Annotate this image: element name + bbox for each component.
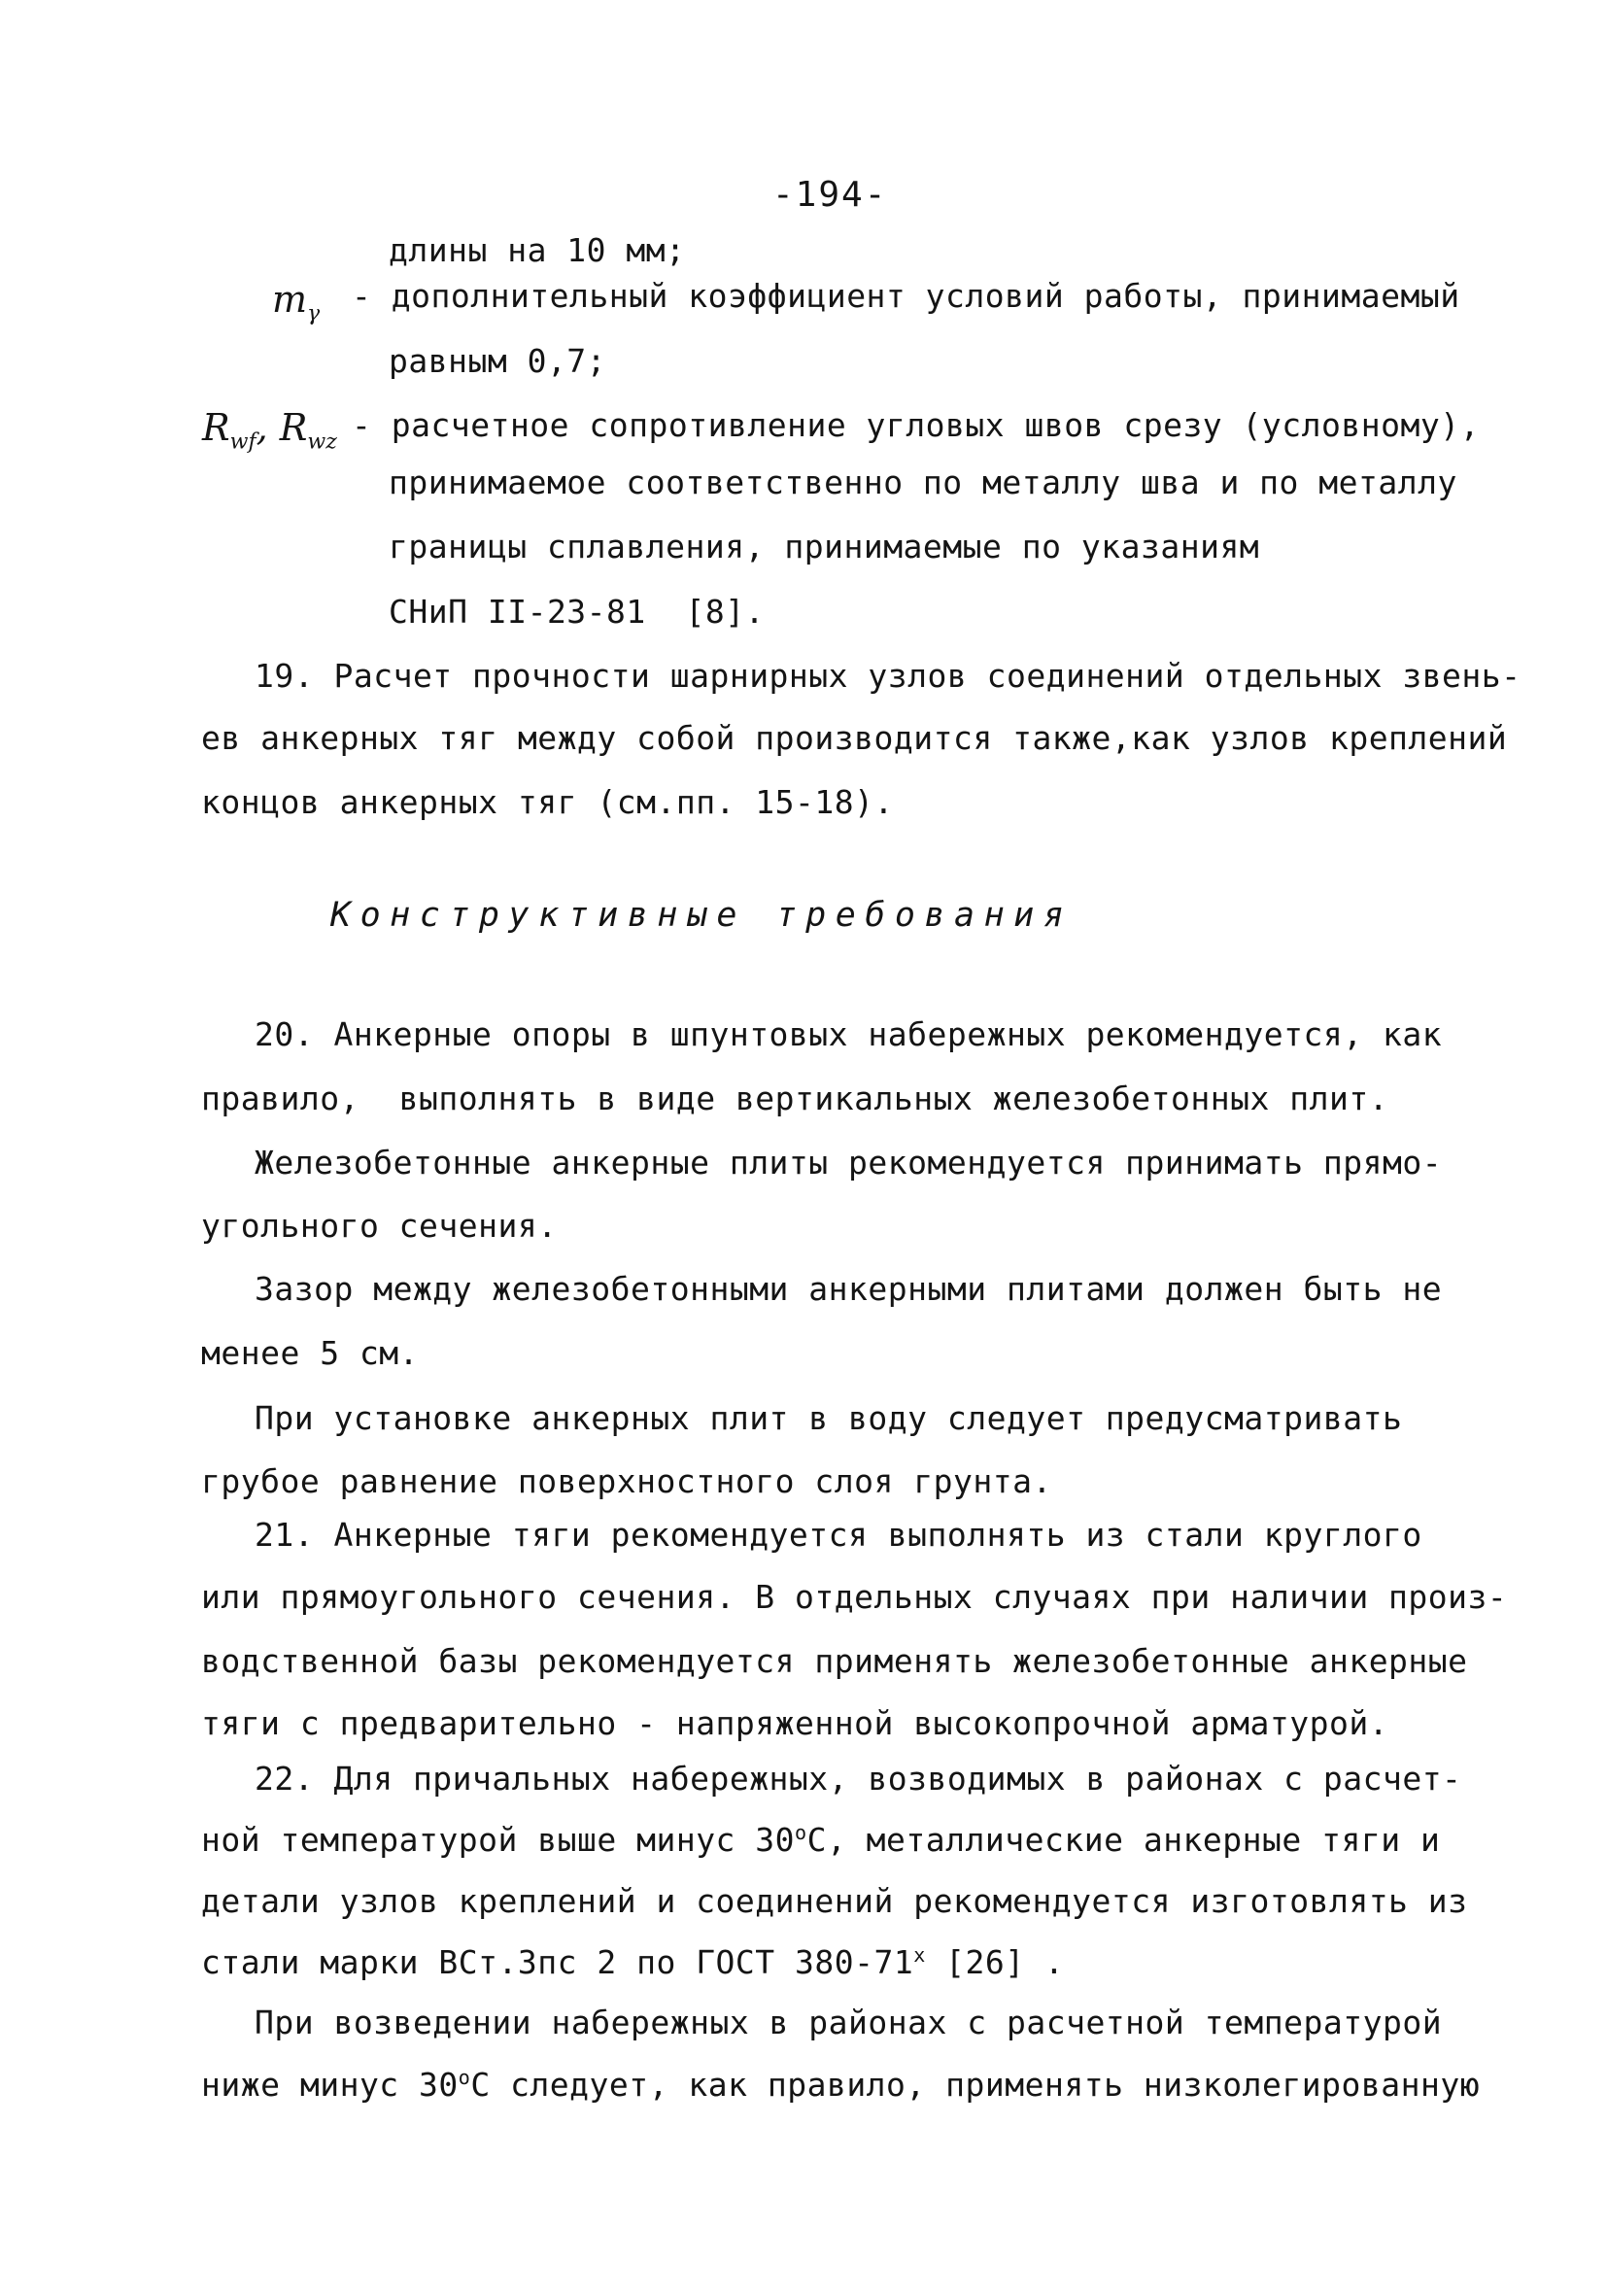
paragraph-20-line-4: угольного сечения.: [201, 1207, 558, 1245]
paragraph-20-line-3: Железобетонные анкерные плиты рекомендуется принимать прямо-: [255, 1144, 1443, 1182]
paragraph-22-line-6-b: С следует, как правило, применять низколегированную: [470, 2066, 1481, 2104]
paragraph-20-line-1: 20. Анкерные опоры в шпунтовых набережных рекомендуется, как: [255, 1015, 1443, 1053]
degree-superscript-2: о: [458, 2066, 471, 2089]
paragraph-22-line-1: 22. Для причальных набережных, возводимых в районах с расчет-: [255, 1760, 1462, 1798]
paragraph-22-line-3: детали узлов креплений и соединений рекомендуется изготовлять из: [201, 1882, 1468, 1920]
symbol-rwf-main: R: [202, 406, 230, 449]
paragraph-22-line-4-b: [26] .: [925, 1943, 1065, 1981]
paragraph-21-line-2: или прямоугольного сечения. В отдельных случаях при наличии произ-: [201, 1578, 1508, 1616]
definition-rw-line-3: границы сплавления, принимаемые по указаниям: [389, 528, 1260, 565]
paragraph-20-line-6: менее 5 см.: [201, 1334, 420, 1372]
paragraph-22-line-4-a: стали марки ВСт.3пс 2 по ГОСТ 380-71: [201, 1943, 914, 1981]
symbol-rwz-sub: wz: [307, 429, 337, 455]
paragraph-20-line-7: При установке анкерных плит в воду следует предусматривать: [255, 1399, 1403, 1437]
paragraph-22-line-2-a: ной температурой выше минус 30: [201, 1821, 796, 1859]
paragraph-19-line-2: ев анкерных тяг между собой производится также,как узлов креплений: [201, 719, 1508, 757]
page-number: -194-: [772, 175, 888, 215]
symbol-m-gamma: [272, 278, 320, 326]
gost-superscript: х: [913, 1943, 926, 1967]
definition-continuation: длины на 10 мм;: [389, 231, 686, 269]
symbol-rwf-sub: wf: [229, 429, 256, 455]
paragraph-20-line-5: Зазор между железобетонными анкерными плитами должен быть не: [255, 1270, 1443, 1308]
paragraph-22-line-5: При возведении набережных в районах с расчетной температурой: [255, 2004, 1443, 2041]
paragraph-20-line-2: правило, выполнять в виде вертикальных железобетонных плит.: [201, 1079, 1389, 1117]
definition-rw-line-2: принимаемое соответственно по металлу шва и по металлу: [389, 463, 1457, 501]
paragraph-22-line-2-b: С, металлические анкерные тяги и: [806, 1821, 1441, 1859]
symbol-rwf-rwz: [202, 406, 337, 455]
definition-rw-line-4: СНиП II-23-81 [8].: [389, 593, 765, 631]
degree-superscript: о: [795, 1821, 807, 1844]
symbol-separator: ,: [256, 406, 280, 449]
paragraph-22-line-6: [201, 2066, 1480, 2105]
definition-m-gamma-line-2: равным 0,7;: [389, 342, 607, 380]
paragraph-22-line-6-a: ниже минус 30: [201, 2066, 459, 2104]
paragraph-19-line-1: 19. Расчет прочности шарнирных узлов соединений отдельных звень-: [255, 657, 1522, 695]
symbol-m-main: m: [272, 278, 308, 321]
symbol-m-sub: γ: [307, 301, 321, 326]
paragraph-21-line-3: водственной базы рекомендуется применять железобетонные анкерные: [201, 1642, 1468, 1680]
symbol-rwz-main: R: [279, 406, 308, 449]
paragraph-22-line-2: [201, 1821, 1440, 1860]
section-heading: Конструктивные требования: [330, 896, 1074, 935]
paragraph-22-line-4: [201, 1943, 1064, 1982]
paragraph-20-line-8: грубое равнение поверхностного слоя грунта.: [201, 1462, 1052, 1500]
definition-m-gamma-line-1: - дополнительный коэффициент условий работы, принимаемый: [352, 277, 1460, 315]
paragraph-19-line-3: концов анкерных тяг (см.пп. 15-18).: [201, 783, 894, 821]
paragraph-21-line-4: тяги с предварительно - напряженной высокопрочной арматурой.: [201, 1704, 1389, 1742]
definition-rw-line-1: - расчетное сопротивление угловых швов срезу (условному),: [352, 406, 1480, 444]
paragraph-21-line-1: 21. Анкерные тяги рекомендуется выполнять из стали круглого: [255, 1516, 1422, 1554]
